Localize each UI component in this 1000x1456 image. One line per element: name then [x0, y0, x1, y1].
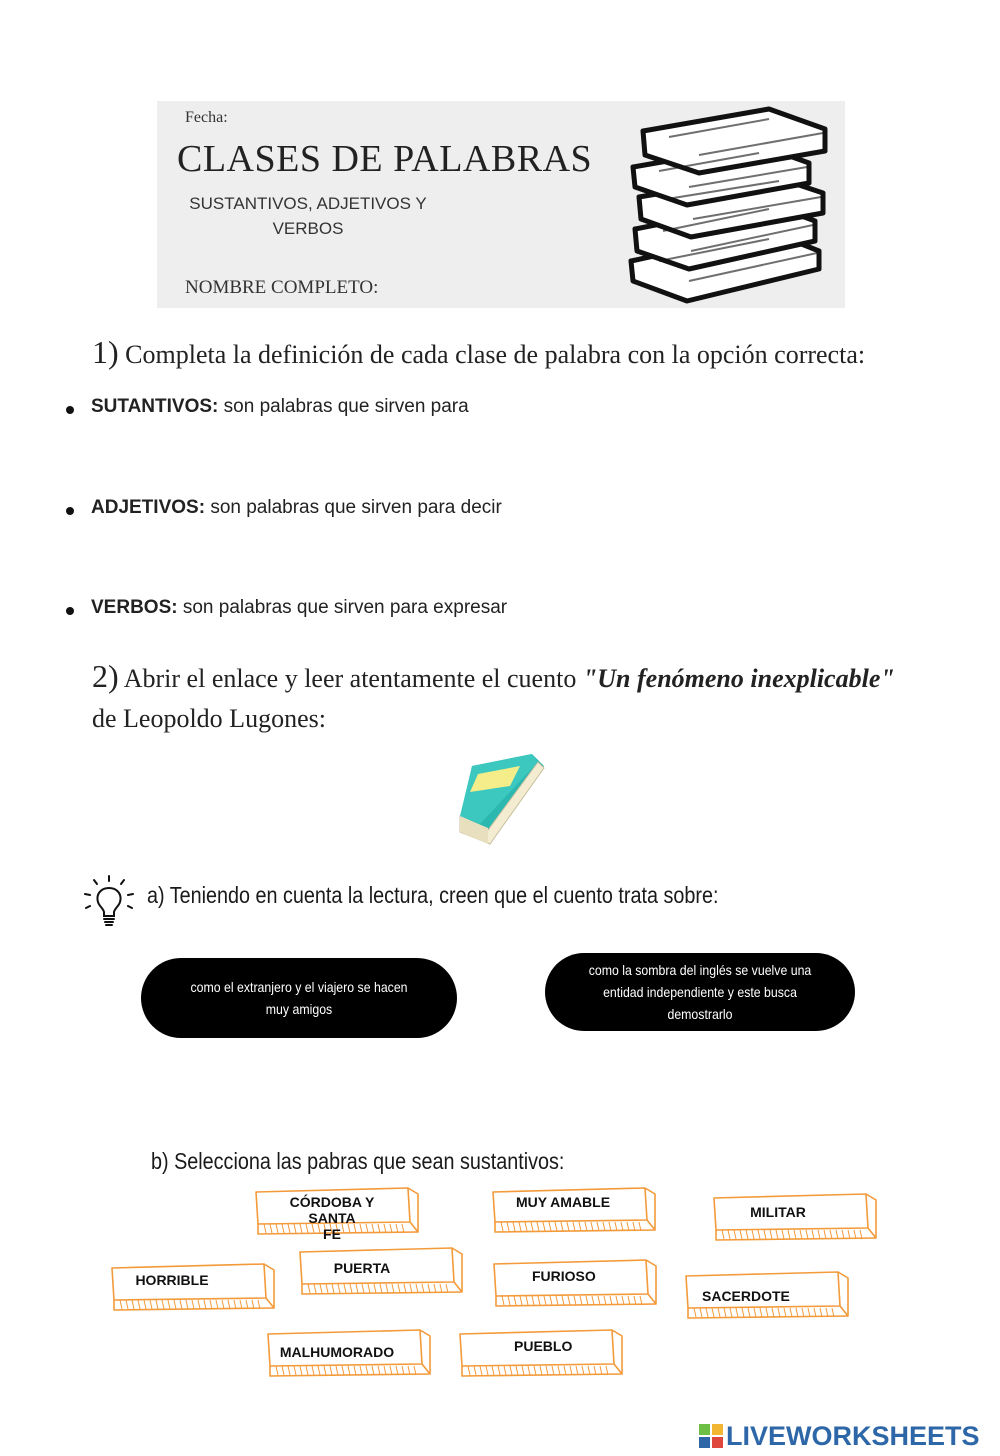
- word-chip[interactable]: [266, 1328, 432, 1380]
- question-2: [92, 656, 962, 739]
- worksheet-header: [157, 101, 845, 308]
- question-1-text: Completa la definición de cada clase de palabra con la opción correcta:: [125, 340, 866, 369]
- question-1: [92, 334, 865, 371]
- definition-text: son palabras que sirven para expresar: [182, 597, 508, 618]
- question-1-number: 1): [92, 334, 119, 370]
- question-a: a) Teniendo en cuenta la lectura, creen que el cuento trata sobre:: [147, 882, 719, 908]
- answer-option-1[interactable]: [141, 958, 457, 1038]
- question-b: b) Selecciona las pabras que sean sustantivos:: [151, 1148, 565, 1174]
- word-chip-label: [748, 1204, 808, 1220]
- chip-outline: [458, 1328, 624, 1380]
- word-chip-label: [278, 1344, 396, 1360]
- word-chip[interactable]: [684, 1270, 850, 1322]
- word-chip[interactable]: [110, 1262, 276, 1314]
- answer-option-2[interactable]: [545, 953, 855, 1031]
- word-chip-label: [532, 1268, 596, 1284]
- definition-term: VERBOS:: [91, 597, 178, 618]
- definition-text: son palabras que sirven para: [223, 396, 469, 417]
- worksheet-subtitle: [183, 191, 433, 241]
- definition-text: son palabras que sirven para decir: [210, 497, 502, 518]
- word-chip-label: [332, 1260, 392, 1276]
- answer-option-text: como la sombra del inglés se vuelve una entidad independiente y este busca demostrarlo: [588, 962, 812, 1022]
- definition-term: SUTANTIVOS:: [91, 396, 219, 417]
- books-stack-icon: [619, 101, 845, 308]
- question-2-number: 2): [92, 658, 119, 694]
- story-title: "Un fenómeno inexplicable": [582, 664, 895, 693]
- word-chip[interactable]: [458, 1328, 624, 1380]
- word-chip-line: PUERTA: [333, 1260, 391, 1276]
- chip-outline: [110, 1262, 276, 1314]
- word-chip-line: MUY AMABLE: [515, 1194, 611, 1210]
- story-author: de Leopoldo Lugones:: [92, 704, 326, 733]
- word-chip-line: FURIOSO: [532, 1268, 596, 1284]
- subtitle-line-1: SUSTANTIVOS, ADJETIVOS Y: [189, 194, 427, 213]
- word-chip-label: [276, 1194, 388, 1242]
- word-chip-line: HORRIBLE: [135, 1272, 209, 1288]
- logo-mark-icon: [699, 1424, 723, 1448]
- brand-name: LIVEWORKSHEETS: [726, 1420, 980, 1451]
- word-chip-line: SACERDOTE: [702, 1288, 790, 1304]
- lightbulb-icon: [82, 874, 134, 928]
- word-chip-line: MALHUMORADO: [279, 1344, 395, 1360]
- word-chip-label: [132, 1272, 212, 1288]
- word-chip-line: PUEBLO: [514, 1338, 573, 1354]
- word-chip[interactable]: [491, 1186, 657, 1236]
- question-2-text: Abrir el enlace y leer atentamente el cuento: [123, 664, 577, 693]
- word-chip-line: MILITAR: [750, 1204, 806, 1220]
- definition-item: [66, 597, 507, 619]
- word-chip-label: [514, 1338, 573, 1354]
- word-chip-line: CÓRDOBA Y SANTA: [289, 1194, 375, 1226]
- word-chip[interactable]: [492, 1258, 658, 1310]
- word-chip[interactable]: [298, 1246, 464, 1298]
- answer-option-text: como el extranjero y el viajero se hacen muy amigos: [190, 979, 408, 1017]
- bullet-dot: [66, 406, 74, 414]
- worksheet-title: CLASES DE PALABRAS: [177, 138, 593, 180]
- liveworksheets-logo: [699, 1419, 980, 1453]
- word-chip[interactable]: [254, 1186, 420, 1242]
- bullet-dot: [66, 507, 74, 515]
- chip-outline: [492, 1258, 658, 1310]
- word-chip-label: [503, 1194, 623, 1210]
- subtitle-line-2: VERBOS: [272, 219, 344, 238]
- word-chip-line: FE: [323, 1226, 341, 1242]
- definition-item: [66, 396, 469, 418]
- book-icon[interactable]: [452, 752, 548, 848]
- definition-item: [66, 497, 502, 519]
- date-label: Fecha:: [185, 109, 228, 126]
- bullet-dot: [66, 607, 74, 615]
- definition-term: ADJETIVOS:: [91, 497, 206, 518]
- word-chip[interactable]: [712, 1192, 878, 1244]
- word-chip-label: [702, 1288, 790, 1304]
- full-name-label: NOMBRE COMPLETO:: [185, 277, 379, 298]
